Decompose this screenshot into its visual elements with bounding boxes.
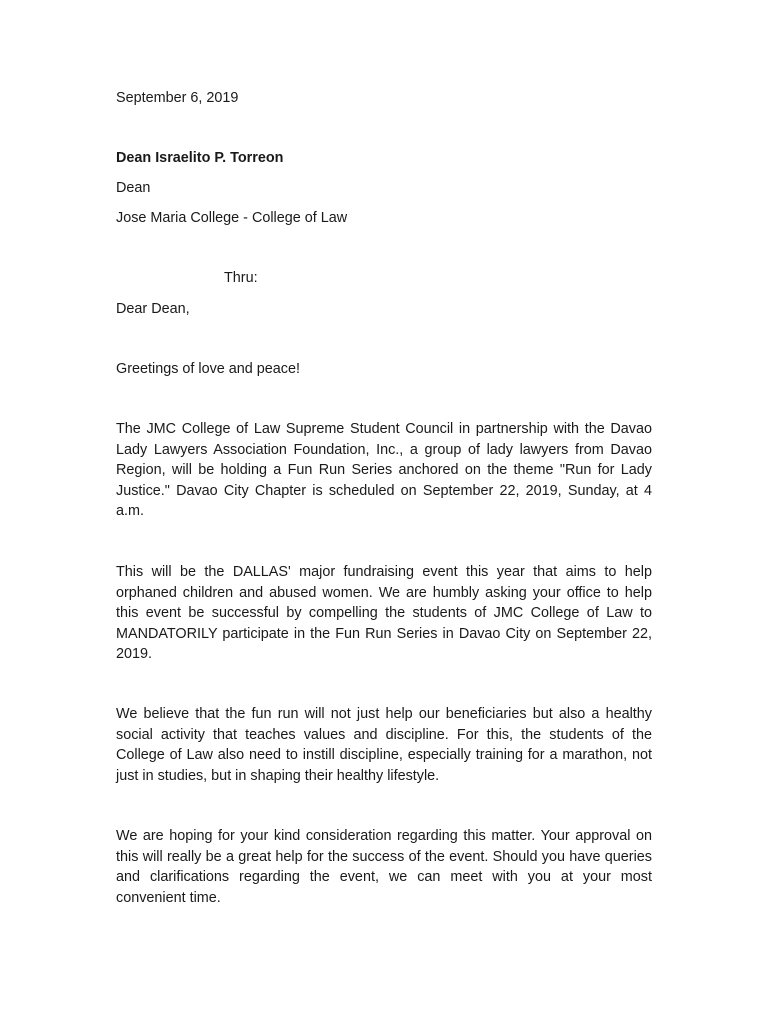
body-paragraph-1: The JMC College of Law Supreme Student Council in partnership with the Davao Lady Lawyers Association Foundation, Inc., a group of lady lawyers from Davao Region, will be holding a Fun Run Series anchored on the theme "Run for Lady Justice." Davao City Chapter is scheduled on September 22, 2019, Sunday, at 4 a.m.: [116, 421, 652, 520]
salutation: Dear Dean,: [116, 301, 190, 317]
body-paragraph-3: We believe that the fun run will not just help our beneficiaries but also a healthy social activity that teaches values and discipline. For this, the students of the College of Law also need to instill discipline, especially training for a marathon, not just in studies, but in shaping their healthy lifestyle.: [116, 706, 652, 784]
recipient-title: Dean: [116, 180, 151, 196]
body-paragraph-2: This will be the DALLAS' major fundraising event this year that aims to help orphaned children and abused women. We are humbly asking your office to help this event be successful by compelling the students of JMC College of Law to MANDATORILY participate in the Fun Run Series in Davao City on September 22, 2019.: [116, 564, 652, 663]
body-paragraph-4: We are hoping for your kind consideration regarding this matter. Your approval on this will really be a great help for the success of the event. Should you have queries and clarifications regarding the event, we can meet with you at your most convenient time.: [116, 828, 652, 906]
letter-date: September 6, 2019: [116, 90, 239, 106]
thru-label: Thru:: [224, 270, 258, 286]
recipient-organization: Jose Maria College - College of Law: [116, 210, 348, 226]
recipient-name: Dean Israelito P. Torreon: [116, 150, 284, 166]
greeting: Greetings of love and peace!: [116, 361, 301, 377]
